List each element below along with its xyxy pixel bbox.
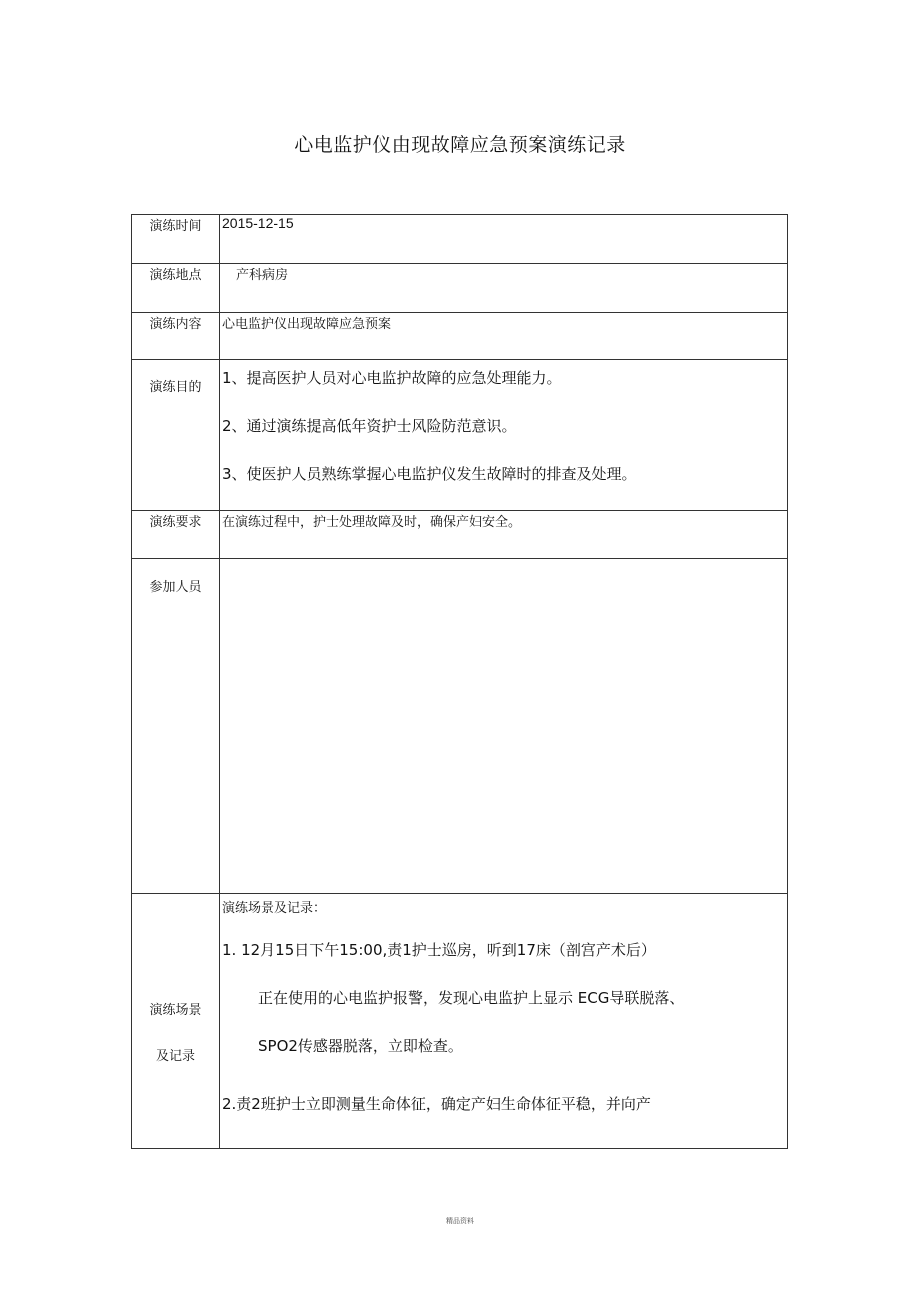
row-scene-record <box>132 894 788 1149</box>
scene-line: 1. 12月15日下午15:00,责1护士巡房，听到17床（剖宫产术后） <box>222 941 656 959</box>
value-drill-goal <box>220 360 788 511</box>
label-drill-time: 演练时间 <box>132 215 220 264</box>
row-participants <box>132 559 788 894</box>
label-participants-cell <box>132 559 220 894</box>
document-title: 心电监护仪由现故障应急预案演练记录 <box>294 134 626 156</box>
row-drill-goal <box>132 360 788 511</box>
row-drill-content <box>132 313 788 360</box>
label-scene <box>132 894 219 1080</box>
scene-gap <box>222 1079 787 1089</box>
scene-heading: 演练场景及记录： <box>222 901 327 916</box>
value-drill-content: 心电监护仪出现故障应急预案 <box>220 313 788 360</box>
value-drill-requirement: 在演练过程中，护士处理故障及时，确保产妇安全。 <box>220 511 788 559</box>
drill-date: 2015-12-15 <box>222 215 294 231</box>
drill-record-table <box>131 214 788 1149</box>
value-drill-place: 产科病房 <box>236 268 289 283</box>
label-drill-place: 演练地点 <box>132 264 220 313</box>
goal-item: 2、通过演练提高低年资护士风险防范意识。 <box>222 417 517 435</box>
scene-line: 2.责2班护士立即测量生命体征，确定产妇生命体征平稳，并向产 <box>222 1095 651 1113</box>
scene-line: SPO2传感器脱落，立即检查。 <box>258 1037 463 1055</box>
goal-item: 1、提高医护人员对心电监护故障的应急处理能力。 <box>222 369 562 387</box>
label-drill-goal: 演练目的 <box>149 380 202 395</box>
goal-list <box>222 360 787 510</box>
row-drill-place <box>132 264 788 313</box>
label-scene-line1: 演练场景 <box>149 1003 202 1018</box>
label-participants: 参加人员 <box>149 580 202 595</box>
label-drill-requirement: 演练要求 <box>132 511 220 559</box>
goal-item: 3、使医护人员熟练掌握心电监护仪发生故障时的排查及处理。 <box>222 465 637 483</box>
label-drill-content: 演练内容 <box>132 313 220 360</box>
label-drill-goal-cell <box>132 360 220 511</box>
value-drill-time <box>220 215 788 264</box>
page-footer: 精品资料 <box>446 1217 474 1225</box>
value-drill-place-cell <box>220 264 788 313</box>
label-scene-line2: 及记录 <box>155 1049 195 1064</box>
value-participants <box>220 559 788 894</box>
row-drill-requirement <box>132 511 788 559</box>
row-drill-time <box>132 215 788 264</box>
scene-line: 正在使用的心电监护报警，发现心电监护上显示 ECG导联脱落、 <box>258 989 685 1007</box>
label-scene-cell <box>132 894 220 1149</box>
value-scene-record <box>220 894 788 1149</box>
